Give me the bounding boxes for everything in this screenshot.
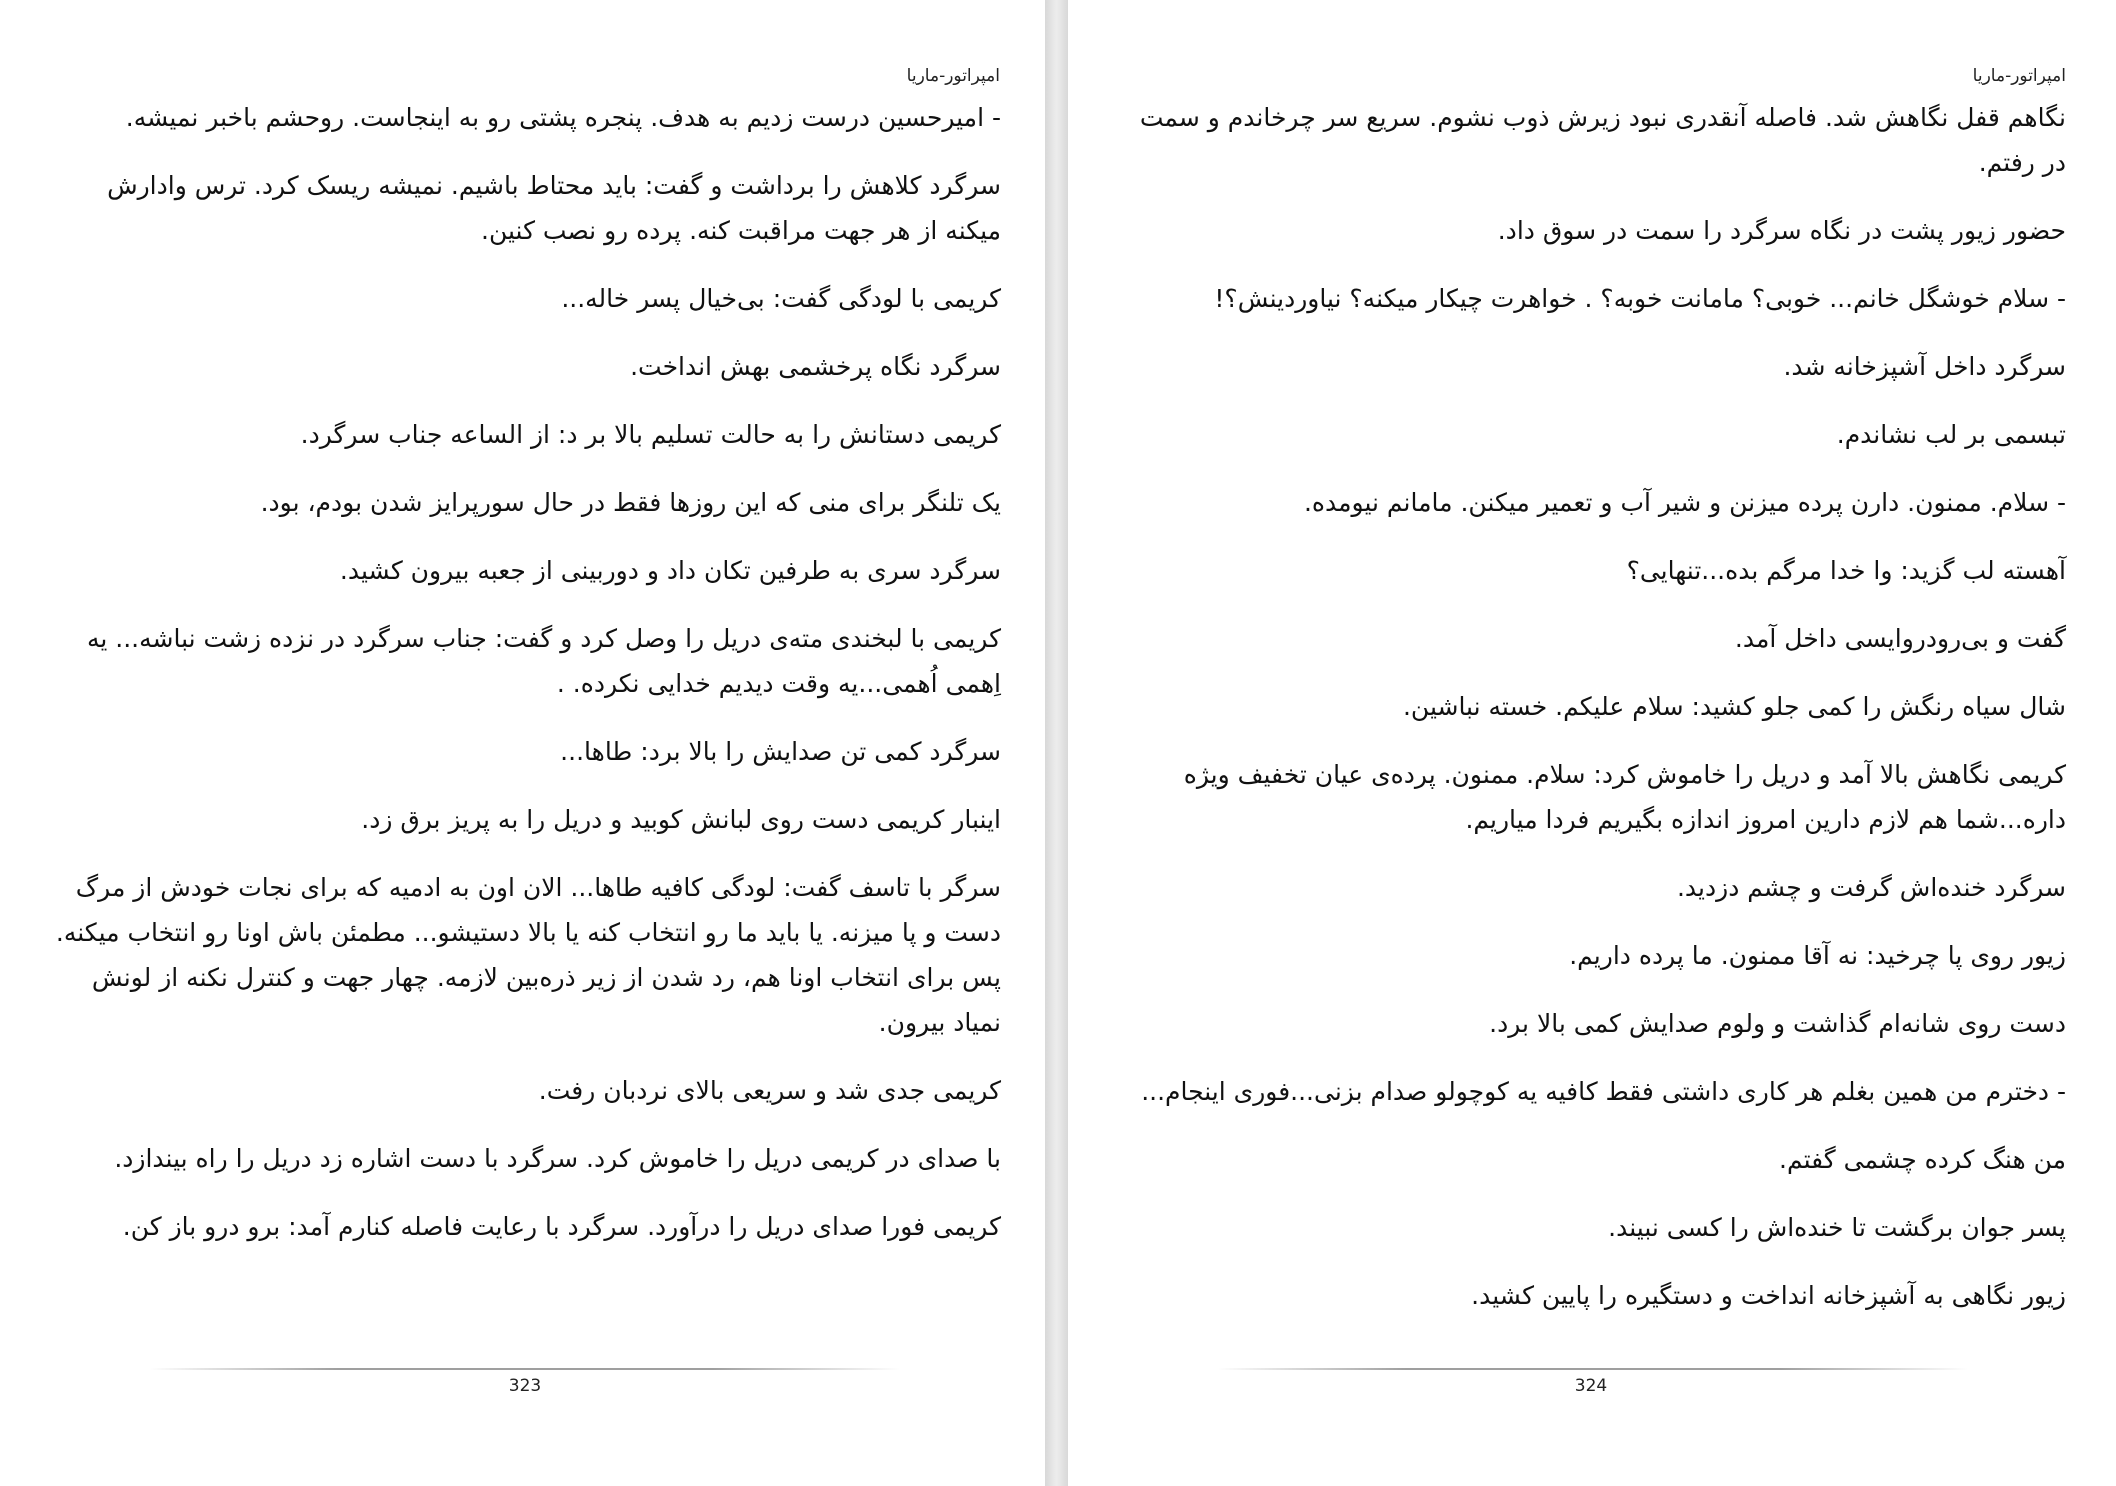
paragraph: سرگرد کلاهش را برداشت و گفت: باید محتاط باشیم. نمیشه ریسک کرد. ترس وادارش میکنه از هر جهت مراقبت کنه. پرده رو نصب کنین. — [107, 171, 1001, 245]
paragraph: با صدای در کریمی دریل را خاموش کرد. سرگرد با دست اشاره زد دریل را راه بیندازد. — [114, 1144, 1001, 1173]
running-head: امپراتور-ماریا — [906, 66, 1000, 86]
paragraph: کریمی با لبخندی مته‌ی دریل را وصل کرد و گفت: جناب سرگرد در نزده زشت نباشه... یه اِهمی اُهمی...یه وقت دیدیم خدایی نکرده. . — [86, 624, 1001, 698]
paragraph: آهسته لب گزید: وا خدا مرگم بده...تنهایی؟ — [1626, 556, 2066, 585]
book-gutter — [1045, 0, 1068, 1486]
left-page — [0, 0, 1045, 1486]
paragraph: - سلام. ممنون. دارن پرده میزنن و شیر آب و تعمیر میکنن. مامانم نیومده. — [1303, 488, 2066, 517]
paragraph: تبسمی بر لب نشاندم. — [1836, 420, 2066, 449]
paragraph: من هنگ کرده چشمی گفتم. — [1779, 1145, 2066, 1174]
paragraph: - امیرحسین درست زدیم به هدف. پنجره پشتی رو به اینجاست. روحشم باخبر نمیشه. — [125, 103, 1001, 132]
paragraph: یک تلنگر برای منی که این روزها فقط در حال سورپرایز شدن بودم، بود. — [260, 488, 1001, 517]
paragraph: سرگر با تاسف گفت: لودگی کافیه طاها... الان اون به ادمیه که برای نجات خودش از مرگ دست و پا میزنه. یا باید ما رو انتخاب کنه یا بالا دستیشو... مطمئن باش اونا رو انتخاب میکنه. پس برای انتخاب اونا هم، رد شدن از زیر ذره‌بین لازمه. چهار جهت و کنترل نکنه از لونش نمیاد بیرون. — [55, 873, 1001, 1037]
paragraph: سرگرد سری به طرفین تکان داد و دوربینی از جعبه بیرون کشید. — [339, 556, 1001, 585]
paragraph: کریمی دستانش را به حالت تسلیم بالا بر د: از الساعه جناب سرگرد. — [300, 420, 1001, 449]
paragraph: اینبار کریمی دست روی لبانش کوبید و دریل را به پریز برق زد. — [361, 805, 1001, 834]
paragraph: کریمی جدی شد و سریعی بالای نردبان رفت. — [538, 1076, 1001, 1105]
paragraph: حضور زیور پشت در نگاه سرگرد را سمت در سوق داد. — [1497, 216, 2066, 245]
footer-rule — [150, 1368, 900, 1370]
paragraph: کریمی فورا صدای دریل را درآورد. سرگرد با رعایت فاصله کنارم آمد: برو درو باز کن. — [122, 1212, 1001, 1241]
paragraph: سرگرد کمی تن صدایش را بالا برد: طاها... — [560, 737, 1001, 766]
paragraph: - سلام خوشگل خانم... خوبی؟ مامانت خوبه؟ . خواهرت چیکار میکنه؟ نیاوردینش؟! — [1214, 284, 2066, 313]
paragraph: نگاهم قفل نگاهش شد. فاصله آنقدری نبود زیرش ذوب نشوم. سریع سر چرخاندم و سمت در رفتم. — [1139, 103, 2066, 177]
page-body — [52, 95, 1001, 1272]
paragraph: شال سیاه رنگش را کمی جلو کشید: سلام علیکم. خسته نباشین. — [1402, 692, 2066, 721]
paragraph: سرگرد خنده‌اش گرفت و چشم دزدید. — [1676, 873, 2066, 902]
paragraph: پسر جوان برگشت تا خنده‌اش را کسی نبیند. — [1608, 1213, 2066, 1242]
running-head: امپراتور-ماریا — [1972, 66, 2066, 86]
paragraph: زیور نگاهی به آشپزخانه انداخت و دستگیره را پایین کشید. — [1471, 1281, 2066, 1310]
page-number: 324 — [1574, 1376, 1608, 1396]
paragraph: دست روی شانه‌ام گذاشت و ولوم صدایش کمی بالا برد. — [1489, 1009, 2066, 1038]
paragraph: زیور روی پا چرخید: نه آقا ممنون. ما پرده داریم. — [1569, 941, 2066, 970]
paragraph: سرگرد داخل آشپزخانه شد. — [1783, 352, 2066, 381]
right-page — [1068, 0, 2116, 1486]
footer-rule — [1218, 1368, 1968, 1370]
paragraph: کریمی نگاهش بالا آمد و دریل را خاموش کرد: سلام. ممنون. پرده‌ی عیان تخفیف ویژه داره...شما هم لازم دارین امروز اندازه بگیریم فردا میاریم. — [1183, 760, 2066, 834]
page-body — [1126, 95, 2066, 1341]
paragraph: گفت و بی‌رودروایسی داخل آمد. — [1734, 624, 2066, 653]
page-number: 323 — [508, 1376, 542, 1396]
paragraph: - دخترم من همین بغلم هر کاری داشتی فقط کافیه یه کوچولو صدام بزنی...فوری اینجام... — [1141, 1077, 2066, 1106]
paragraph: سرگرد نگاه پرخشمی بهش انداخت. — [630, 352, 1001, 381]
paragraph: کریمی با لودگی گفت: بی‌خیال پسر خاله... — [561, 284, 1001, 313]
